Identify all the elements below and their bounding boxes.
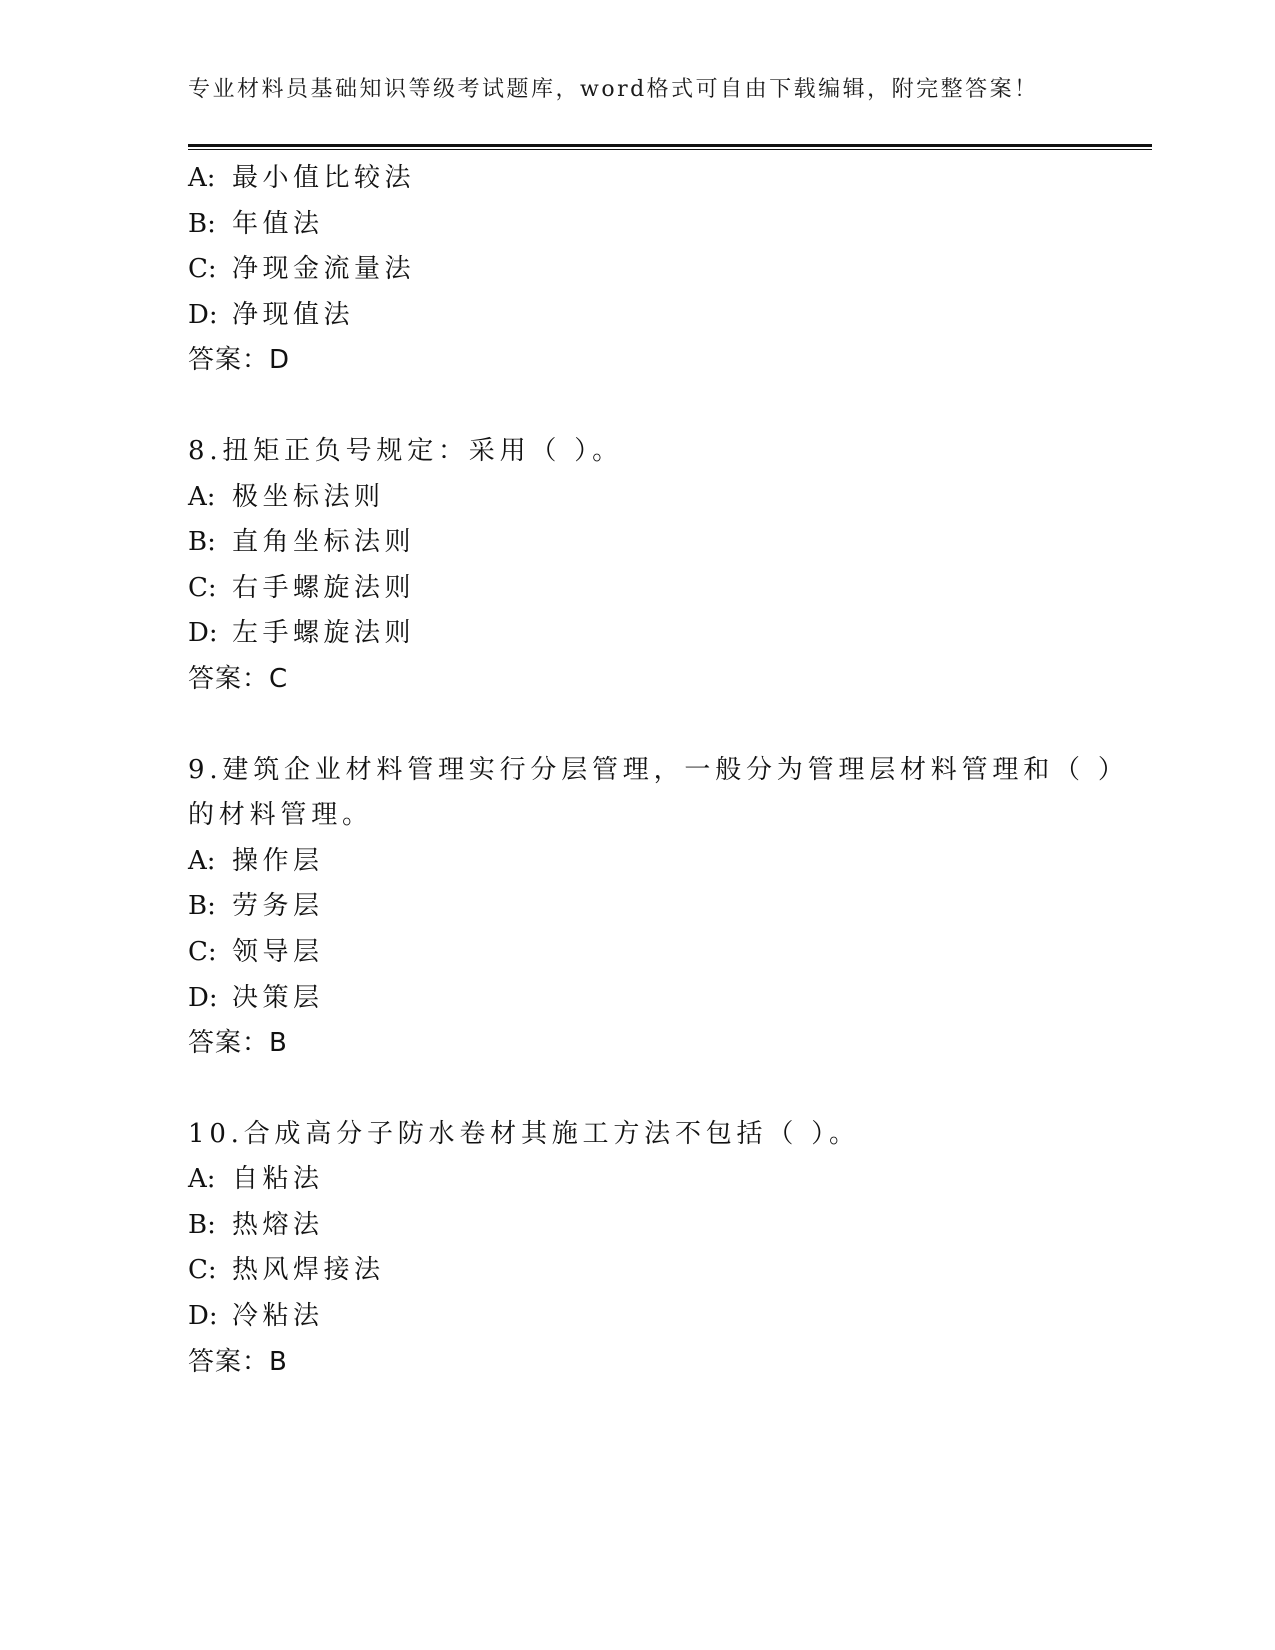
question-stem: 9.建筑企业材料管理实行分层管理，一般分为管理层材料管理和（ ） <box>188 754 1129 785</box>
option-letter: B: <box>188 891 216 922</box>
option-c <box>188 247 1088 293</box>
option-letter: A: <box>188 481 216 512</box>
question-10 <box>188 1112 1088 1386</box>
option-text: 最小值比较法 <box>232 163 416 193</box>
option-d <box>188 976 1088 1022</box>
option-letter: B: <box>188 208 216 239</box>
question-stem: 8.扭矩正负号规定：采用（ ）。 <box>188 435 623 466</box>
option-b <box>188 520 1088 566</box>
option-text: 年值法 <box>232 208 324 239</box>
question-9 <box>188 748 1129 1067</box>
option-text: 决策层 <box>232 982 324 1013</box>
option-a <box>188 156 1088 202</box>
option-letter: C: <box>188 572 217 603</box>
option-c <box>188 566 1088 612</box>
question-list <box>188 156 1129 1385</box>
header-divider <box>188 144 1152 150</box>
option-a <box>188 839 1088 885</box>
option-letter: C: <box>188 254 217 285</box>
option-b <box>188 884 1088 930</box>
question-stem: 10.合成高分子防水卷材其施工方法不包括（ ）。 <box>188 1118 860 1149</box>
answer-line: 答案：D <box>188 345 291 376</box>
question-8 <box>188 429 1088 703</box>
option-letter: A: <box>188 163 216 193</box>
answer-line: 答案：B <box>188 1346 288 1377</box>
option-text: 热风焊接法 <box>232 1255 385 1286</box>
option-letter: B: <box>188 1209 216 1240</box>
option-text: 劳务层 <box>232 891 324 922</box>
option-text: 极坐标法则 <box>232 481 385 512</box>
option-text: 左手螺旋法则 <box>232 618 416 649</box>
option-letter: D: <box>188 1301 218 1332</box>
option-letter: D: <box>188 982 218 1013</box>
option-b <box>188 202 1088 248</box>
option-text: 自粘法 <box>232 1164 324 1195</box>
option-text: 领导层 <box>232 936 324 967</box>
option-d <box>188 611 1088 657</box>
answer-line: 答案：C <box>188 663 289 694</box>
option-d <box>188 1294 1088 1340</box>
option-a <box>188 475 1088 521</box>
option-letter: D: <box>188 618 218 649</box>
option-letter: C: <box>188 936 217 967</box>
option-text: 冷粘法 <box>232 1301 324 1332</box>
option-text: 直角坐标法则 <box>232 527 416 558</box>
page-header: 专业材料员基础知识等级考试题库，word格式可自由下载编辑，附完整答案！ <box>188 77 1039 102</box>
answer-line: 答案：B <box>188 1028 288 1059</box>
option-c <box>188 930 1088 976</box>
option-letter: B: <box>188 527 216 558</box>
option-letter: A: <box>188 1164 216 1195</box>
option-text: 热熔法 <box>232 1209 324 1240</box>
option-letter: A: <box>188 845 216 876</box>
option-text: 操作层 <box>232 845 324 876</box>
option-b <box>188 1203 1088 1249</box>
option-text: 净现金流量法 <box>232 254 416 285</box>
option-text: 右手螺旋法则 <box>232 572 416 603</box>
option-d <box>188 293 1088 339</box>
option-a <box>188 1157 1088 1203</box>
option-c <box>188 1248 1088 1294</box>
option-letter: D: <box>188 299 218 330</box>
option-text: 净现值法 <box>232 299 355 330</box>
question-7-continuation <box>188 156 1088 384</box>
option-letter: C: <box>188 1255 217 1286</box>
question-stem-continued: 的材料管理。 <box>188 800 373 831</box>
